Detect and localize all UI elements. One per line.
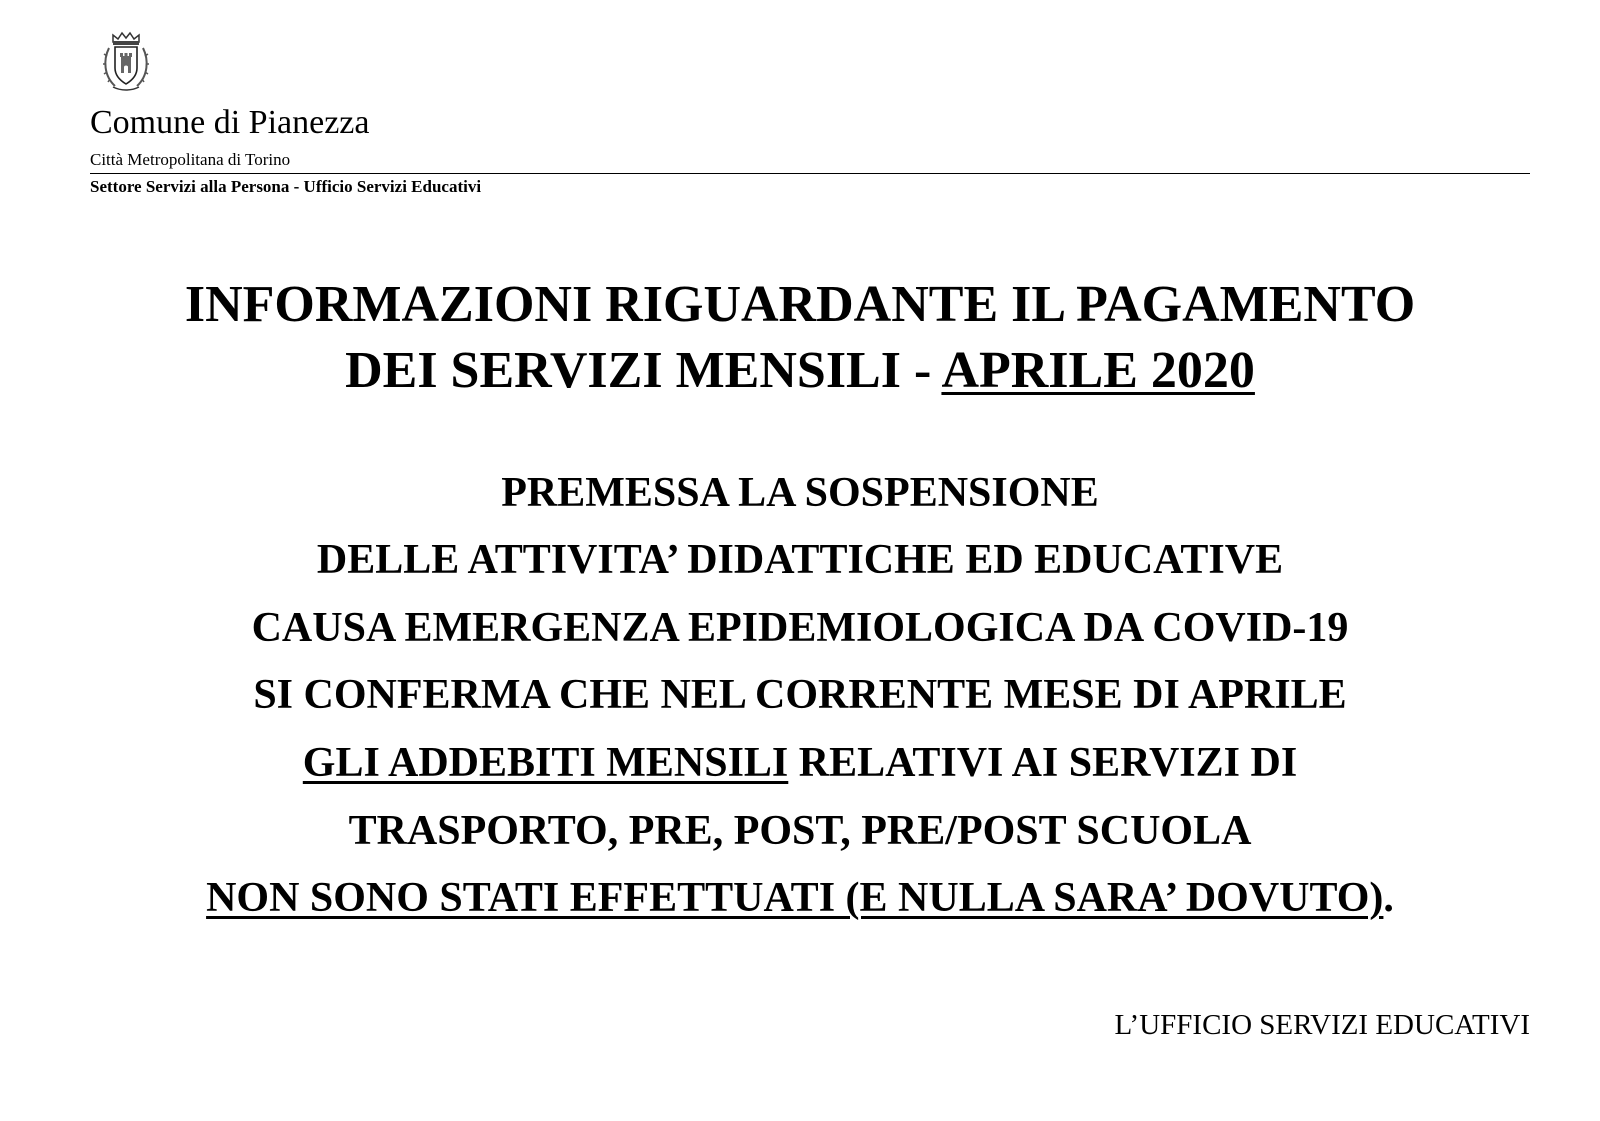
header-divider xyxy=(90,173,1530,174)
notice-body-line-5 xyxy=(0,738,1600,788)
organization-subtitle: Città Metropolitana di Torino xyxy=(90,150,291,169)
notice-title-line-1: INFORMAZIONI RIGUARDANTE IL PAGAMENTO xyxy=(184,276,1416,333)
notice-body-line-7-emphasis: NON SONO STATI EFFETTUATI (E NULLA SARA’ DOVUTO) xyxy=(206,875,1384,921)
municipal-coat-of-arms-icon xyxy=(101,30,151,92)
notice-body-line-2: DELLE ATTIVITA’ DIDATTICHE ED EDUCATIVE xyxy=(316,537,1284,583)
signature: L’UFFICIO SERVIZI EDUCATIVI xyxy=(1114,1009,1530,1041)
notice-body-line-1: PREMESSA LA SOSPENSIONE xyxy=(501,470,1099,516)
organization-name: Comune di Pianezza xyxy=(90,104,370,141)
notice-title-period: APRILE 2020 xyxy=(941,342,1255,399)
notice-body-line-4: SI CONFERMA CHE NEL CORRENTE MESE DI APRILE xyxy=(253,672,1347,718)
notice-body-line-7 xyxy=(0,873,1600,923)
notice-body-line-7-end: . xyxy=(1383,875,1394,921)
department-name: Settore Servizi alla Persona - Ufficio Servizi Educativi xyxy=(90,177,482,196)
notice-title-prefix: DEI SERVIZI MENSILI - xyxy=(345,342,942,399)
notice-body-line-5-emphasis: GLI ADDEBITI MENSILI xyxy=(302,740,789,786)
notice-body-line-3: CAUSA EMERGENZA EPIDEMIOLOGICA DA COVID-19 xyxy=(251,605,1349,651)
notice-body-line-5-rest: RELATIVI AI SERVIZI DI xyxy=(788,740,1298,786)
notice-title-line-2 xyxy=(0,338,1600,404)
notice-body-line-6: TRASPORTO, PRE, POST, PRE/POST SCUOLA xyxy=(348,808,1252,854)
